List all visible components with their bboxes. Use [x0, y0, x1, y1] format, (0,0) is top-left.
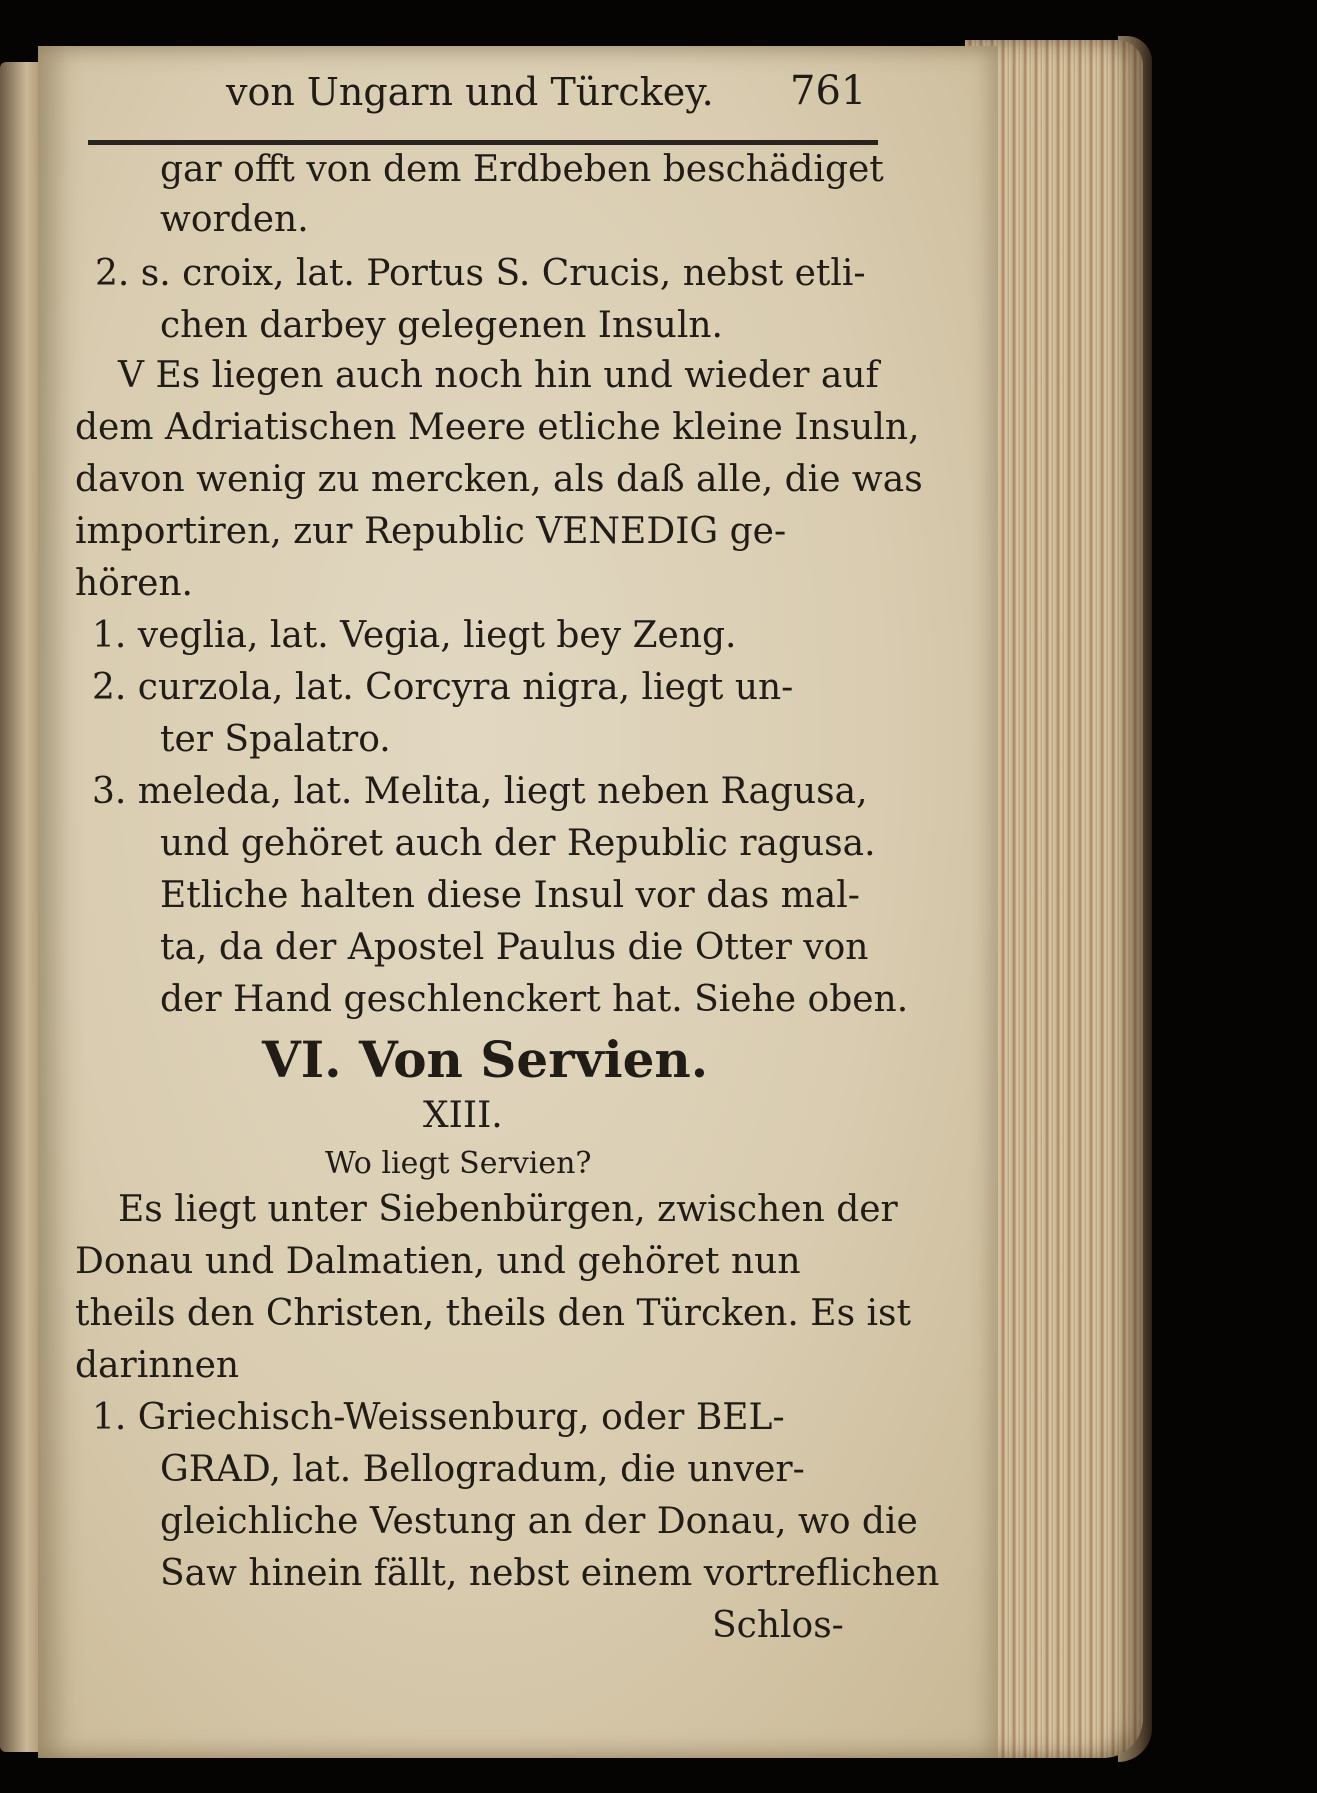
header-rule	[88, 140, 878, 145]
question-number: XIII.	[423, 1095, 503, 1136]
text-line: 2. s. croix, lat. Portus S. Crucis, nebst etli-	[95, 253, 866, 294]
text-line: 1. Griechisch-Weissenburg, oder BEL-	[92, 1397, 785, 1438]
text-line: gar offt von dem Erdbeben beschädiget	[160, 149, 884, 190]
text-line: Es liegt unter Siebenbürgen, zwischen der	[118, 1189, 898, 1230]
text-line: chen darbey gelegenen Insuln.	[160, 305, 723, 346]
text-line: Donau und Dalmatien, und gehöret nun	[75, 1241, 801, 1282]
text-line: theils den Christen, theils den Türcken. Es ist	[75, 1293, 911, 1334]
running-header: von Ungarn und Türckey.	[226, 70, 714, 114]
text-line: importiren, zur Republic VENEDIG ge-	[75, 511, 787, 552]
text-line: Saw hinein fällt, nebst einem vortreflichen	[160, 1553, 940, 1594]
text-line: 3. meleda, lat. Melita, liegt neben Ragusa,	[92, 771, 868, 812]
text-line: davon wenig zu mercken, als daß alle, die was	[75, 459, 923, 500]
left-page-edge	[0, 62, 38, 1752]
text-line: Etliche halten diese Insul vor das mal-	[160, 875, 860, 916]
question: Wo liegt Servien?	[325, 1146, 592, 1181]
text-line: und gehöret auch der Republic ragusa.	[160, 823, 876, 864]
text-line: gleichliche Vestung an der Donau, wo die	[160, 1501, 918, 1542]
text-line: V Es liegen auch noch hin und wieder auf	[118, 355, 879, 396]
text-line: der Hand geschlenckert hat. Siehe oben.	[160, 979, 909, 1020]
text-line: ter Spalatro.	[160, 719, 391, 760]
catchword: Schlos-	[712, 1605, 844, 1646]
text-line: worden.	[160, 199, 309, 240]
text-line: darinnen	[75, 1345, 240, 1386]
text-line: 2. curzola, lat. Corcyra nigra, liegt un-	[92, 667, 794, 708]
text-line: hören.	[75, 563, 194, 604]
text-line: 1. veglia, lat. Vegia, liegt bey Zeng.	[92, 615, 737, 656]
section-heading: VI. Von Servien.	[262, 1030, 709, 1089]
text-line: GRAD, lat. Bellogradum, die unver-	[160, 1449, 805, 1490]
page-number: 761	[790, 68, 867, 114]
text-line: ta, da der Apostel Paulus die Otter von	[160, 927, 869, 968]
text-line: dem Adriatischen Meere etliche kleine Insuln,	[75, 407, 920, 448]
